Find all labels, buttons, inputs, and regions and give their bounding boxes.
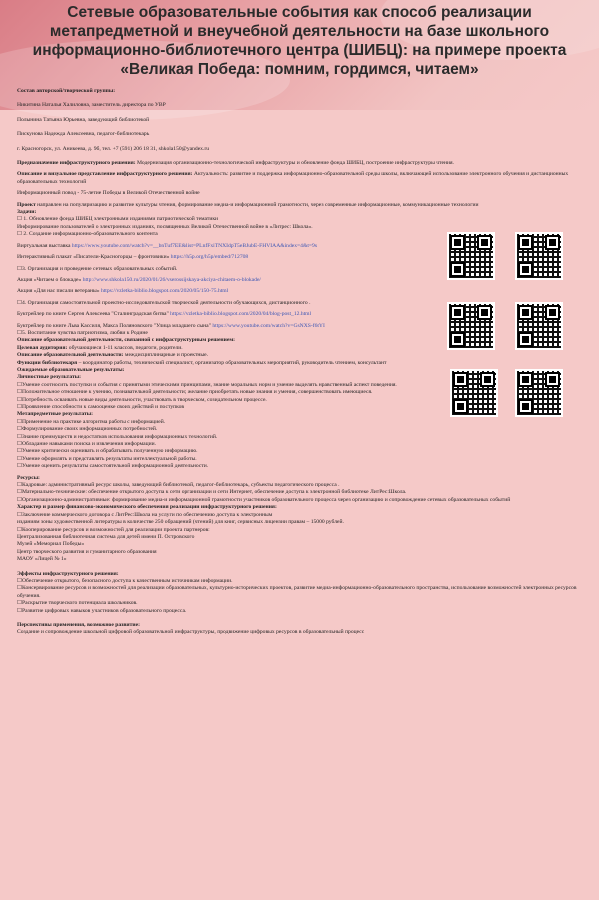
list-item: ☐Материально-технические: обеспечение открытого доступа к сети организации и сети Интернет, обеспечение доступа к электронной библиотеке ЛитРес:Школа.: [17, 489, 407, 496]
partner-line: Музей «Мемориал Победы»: [17, 541, 85, 548]
description-paragraph: Описание и визуальное представление инфраструктурного решения: Актуальность: развитие и поддержка информационно-образовательной среды школы, включающей использование электронного обучения и дистанционных образовательных технологий: [17, 171, 569, 185]
list-item: ☐Кооперирование ресурсов и возможностей для реализации проекта партнеров:: [17, 526, 210, 533]
task-item: ☐4. Организация самостоятельной проектно-исследовательской творческой деятельности обучающихся, дистанционного .: [17, 299, 311, 306]
partner-line: Централизованная библиотечная система для детей имени П. Островского: [17, 533, 195, 540]
title-line: информационно-библиотечного центра (ШИБЦ): на примере проекта: [32, 42, 567, 59]
veterans-link[interactable]: https://vzletka-biblio.blogspot.com/2020/05/150-75.html: [100, 288, 229, 295]
booktrailer-link[interactable]: https://vzletka-biblio.blogspot.com/2020/04/blog-post_12.html: [170, 311, 312, 318]
list-item: ☐Обладание навыками поиска и извлечения информации.: [17, 441, 156, 448]
link-line: Интерактивный плакат «Писатели-Красногорцы – фронтовики» https://h5p.org/h5p/embed/712708: [17, 254, 249, 261]
list-item: ☐Положительное отношение к учению, познавательной деятельности; желание приобретать новые знания и умения, совершенствовать имеющиеся.: [17, 389, 373, 396]
list-item: ☐Проявление способности к самооценке своих действий и поступков: [17, 404, 185, 410]
list-item: ☐Применение на практике алгоритма работы с информацией.: [17, 418, 166, 425]
title-line: «Великая Победа: помним, гордимся, читаем»: [120, 61, 479, 78]
contact-line: г. Красногорск, ул. Аникеева, д. 9б, тел. +7 (591) 206 18 31, shkola150@yandex.ru: [17, 145, 210, 152]
text-line: Информационный повод - 75-летие Победы в Великой Отечественной войне: [17, 190, 200, 197]
poster-title: [10, 3, 589, 79]
task-item: ☐ 2. Создание информационно-образовательного контента: [17, 231, 158, 238]
text-line: Описание образовательной деятельности: междисциплинарные и проектные.: [17, 352, 209, 359]
link-line: Акция «Читаем о блокаде» http://www.shkola150.ru/2020/01/26/vserossijskaya-akciya-chitaem-o-blokade/: [17, 276, 261, 283]
list-item: ☐Потребность осваивать новые виды деятельности, участвовать в творческом, созидательном процессе.: [17, 396, 267, 403]
title-line: метапредметной и внеучебной деятельности на базе школьного: [49, 23, 550, 40]
author-line: Никитина Наталья Халиловна, заместитель директора по УВР: [17, 102, 166, 109]
task-item: ☐3. Организация и проведение сетевых образовательных событий.: [17, 265, 178, 272]
section-heading: Ресурсы:: [17, 474, 40, 481]
section-heading: Состав авторской/творческой группы:: [17, 88, 116, 94]
link-line: Буктрейлер по книге Льва Кассиля, Макса Поляновского "Улица младшего сына" https://www.youtube.com/watch?v=GsNXS-f6tYI: [17, 322, 325, 329]
section-heading: Метапредметные результаты:: [17, 411, 94, 418]
partner-line: Центр творческого развития и гуманитарного образования: [17, 548, 157, 555]
list-item: ☐Умение оформлять и представлять результаты интеллектуальной работы.: [17, 455, 197, 462]
list-item: ☐Знание преимуществ и недостатков использования информационных технологий.: [17, 433, 218, 440]
list-item: ☐Обеспечение открытого, безопасного доступа к качественным источникам информации.: [17, 577, 233, 584]
list-item: ☐Развитие цифровых навыков участников образовательного процесса.: [17, 607, 187, 614]
list-item: ☐Раскрытие творческого потенциала школьников.: [17, 600, 138, 607]
partner-line: МАОУ «Лицей № 1»: [17, 556, 67, 563]
qr-code-icon[interactable]: [515, 232, 563, 280]
list-item: ☐Консервирование ресурсов и возможностей для реализации образовательных, культурно-исторических проектов, развитие медиа-информационно-образовательного пространства, использование возможностей электронных ресурсов обучения.: [17, 585, 577, 599]
section-heading: Задачи:: [17, 209, 37, 216]
section-heading: Эффекты инфраструктурного решения:: [17, 570, 119, 577]
text-line: Информирование пользователей о электронных изданиях, посвященных Великой Отечественной войне в «Литрес: Школа».: [17, 223, 313, 230]
list-item: ☐Кадровые: административный ресурс школы, заведующий библиотекой, педагог-библиотекарь, субъекты педагогического процесса .: [17, 482, 340, 489]
section-heading: Перспективы применения, возможное развитие:: [17, 621, 140, 628]
list-item: ☐Формулирование своих информационных потребностей.: [17, 426, 158, 433]
text-line: изданиям зоны художественной литературы в количестве 250 обращений (чтений) для книг, сервисных лицензии правам – 15000 рублей.: [17, 519, 344, 526]
booktrailer-youtube-link[interactable]: https://www.youtube.com/watch?v=GsNXS-f6tYI: [212, 322, 325, 329]
qr-code-icon[interactable]: [515, 369, 563, 417]
list-item: ☐Умение критически оценивать и обрабатывать полученную информацию.: [17, 448, 198, 455]
qr-code-icon[interactable]: [447, 232, 495, 280]
text-line: Функции библиотекаря – координатор работы, технический специалист, организатор образовательных мероприятий, руководитель чтением, консультант: [17, 359, 387, 366]
list-item: ☐Умение соотносить поступки и события с принятыми этическими принципами, знание моральных норм и умение выделять нравственный аспект поведения.: [17, 381, 397, 388]
blockade-link[interactable]: http://www.shkola150.ru/2020/01/26/vserossijskaya-akciya-chitaem-o-blokade/: [82, 276, 261, 283]
author-line: Полынина Татьяна Юрьевна, заведующий библиотекой: [17, 116, 150, 123]
qr-code-icon[interactable]: [515, 302, 563, 350]
title-line: Сетевые образовательные события как способ реализации: [67, 4, 532, 21]
link-line: Акция «Для нас писали ветераны» https://vzletka-biblio.blogspot.com/2020/05/150-75.html: [17, 288, 229, 295]
task-item: ☐5. Воспитание чувства патриотизма, любви к Родине: [17, 329, 148, 336]
qr-code-icon[interactable]: [450, 369, 498, 417]
list-item: ☐Заключение коммерческого договора с ЛитРес:Школа на услуги по обеспечению доступа к электронным: [17, 511, 273, 518]
project-paragraph: Проект направлен на популяризацию и развитие культуры чтения, формирование медиа-и информационной грамотности, через современные информационные, коммуникационные технологии: [17, 201, 479, 208]
poster-body: [17, 88, 583, 637]
qr-code-icon[interactable]: [447, 302, 495, 350]
link-line: Буктрейлер по книге Сергея Алексеева "Сталинградская битва" https://vzletka-biblio.blogspot.com/2020/04/blog-post_12.html: [17, 311, 312, 318]
h5p-link[interactable]: https://h5p.org/h5p/embed/712708: [170, 254, 249, 261]
link-line: Виртуальная выставка https://www.youtube.com/watch?v=__bnTuf7EE&list=PLnfFxiTNXIdpT5eBJubE-FHVIAA&index=4&t=9s: [17, 242, 318, 249]
list-item: ☐Умение оценить результаты самостоятельной информационной деятельности.: [17, 463, 209, 470]
text-line: Целевая аудитория: обучающиеся 1-11 классов, педагоги, родители.: [17, 344, 183, 351]
text-line: Создание и сопровождение школьной цифровой образовательной инфраструктуры, продвижение цифровых ресурсов в образовательный процесс: [17, 629, 365, 636]
section-heading: Описание образовательной деятельности, связанной с инфраструктурным решением:: [17, 337, 236, 344]
section-heading: Характер и размер финансово-экономического обеспечения реализации инфраструктурного решения:: [17, 504, 277, 511]
author-line: Пискунова Надежда Алексеевна, педагог-библиотекарь: [17, 131, 150, 138]
list-item: ☐Организационно-административные: формирование медиа-и информационной грамотности участников образовательного процесса через организацию и сопровождение сетевых образовательных событий: [17, 496, 511, 503]
youtube-link[interactable]: https://www.youtube.com/watch?v=__bnTuf7EE&list=PLnfFxiTNXIdpT5eBJubE-FHVIAA&index=4&t=9s: [71, 242, 318, 249]
section-heading: Личностные результаты:: [17, 374, 81, 381]
purpose-paragraph: Предназначение инфраструктурного решения: Модернизация организационно-технологической инфраструктуры и обновление фонда ШИБЦ, построение инфраструктуры чтения.: [17, 160, 454, 167]
section-heading: Ожидаемые образовательные результаты:: [17, 366, 125, 373]
task-item: ☐ 1. Обновление фонда ШИБЦ электронными изданиями патриотической тематики: [17, 216, 219, 223]
